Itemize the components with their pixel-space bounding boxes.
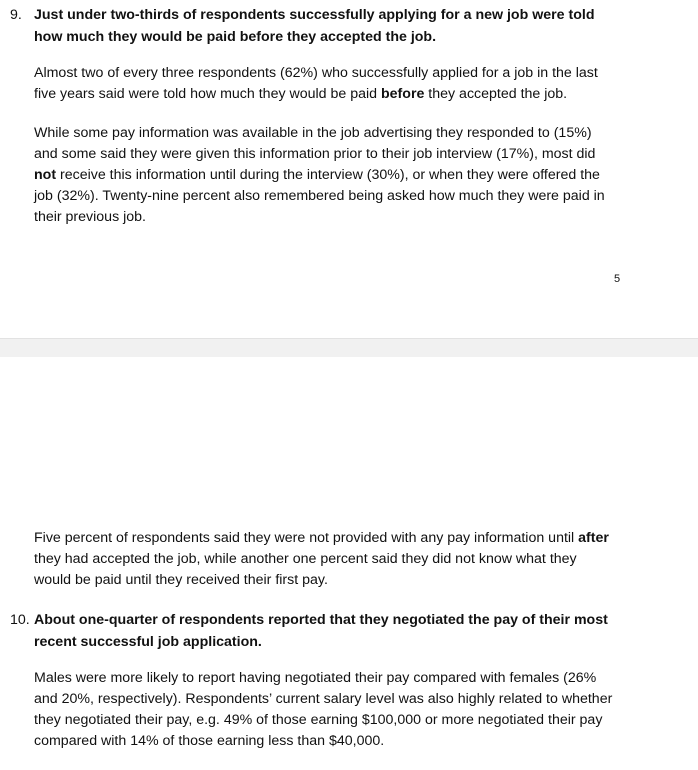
section-title-line: how much they would be paid before they accepted the job.	[34, 29, 437, 45]
paragraph-line	[34, 528, 674, 549]
paragraph-line: Almost two of every three respondents (62%) who successfully applied for a job in the last	[34, 65, 598, 81]
paragraph	[34, 63, 674, 105]
paragraph-line: and 20%, respectively). Respondents’ current salary level was also highly related to whether	[34, 691, 613, 707]
document-page-2	[0, 357, 698, 770]
paragraph-line: they negotiated their pay, e.g. 49% of those earning $100,000 or more negotiated their pay	[34, 712, 603, 728]
paragraph-line	[34, 165, 674, 186]
paragraph-line: While some pay information was available in the job advertising they responded to (15%)	[34, 125, 592, 141]
paragraph	[34, 528, 674, 591]
paragraph-line	[34, 84, 674, 105]
paragraph-line: job (32%). Twenty-nine percent also remembered being asked how much they were paid in	[34, 188, 605, 204]
paragraph-line: their previous job.	[34, 209, 146, 225]
section-title-line: Just under two-thirds of respondents successfully applying for a new job were told	[34, 7, 595, 23]
page-separator	[0, 338, 698, 358]
paragraph-line: compared with 14% of those earning less than $40,000.	[34, 733, 385, 749]
paragraph	[34, 668, 674, 752]
text-run: Five percent of respondents said they were not provided with any pay information until	[34, 530, 579, 546]
text-run: five years said were told how much they would be paid	[34, 86, 381, 102]
section-number: 9.	[10, 7, 22, 23]
section-title-line: About one-quarter of respondents reported that they negotiated the pay of their most	[34, 612, 608, 628]
paragraph-line: they had accepted the job, while another one percent said they did not know what they	[34, 551, 577, 567]
bold-text-run: before	[381, 86, 425, 102]
bold-text-run: not	[34, 167, 57, 183]
section-title-line: recent successful job application.	[34, 634, 262, 650]
text-run: they accepted the job.	[424, 86, 568, 102]
bold-text-run: after	[578, 530, 609, 546]
paragraph-line: Males were more likely to report having negotiated their pay compared with females (26%	[34, 670, 597, 686]
page-number: 5	[614, 273, 621, 285]
section-number: 10.	[10, 612, 30, 628]
paragraph	[34, 123, 674, 228]
text-run: receive this information until during the interview (30%), or when they were offered the	[56, 167, 600, 183]
paragraph-line: would be paid until they received their first pay.	[34, 572, 328, 588]
paragraph-line: and some said they were given this information prior to their job interview (17%), most did	[34, 146, 596, 162]
document-page-1	[0, 0, 698, 338]
